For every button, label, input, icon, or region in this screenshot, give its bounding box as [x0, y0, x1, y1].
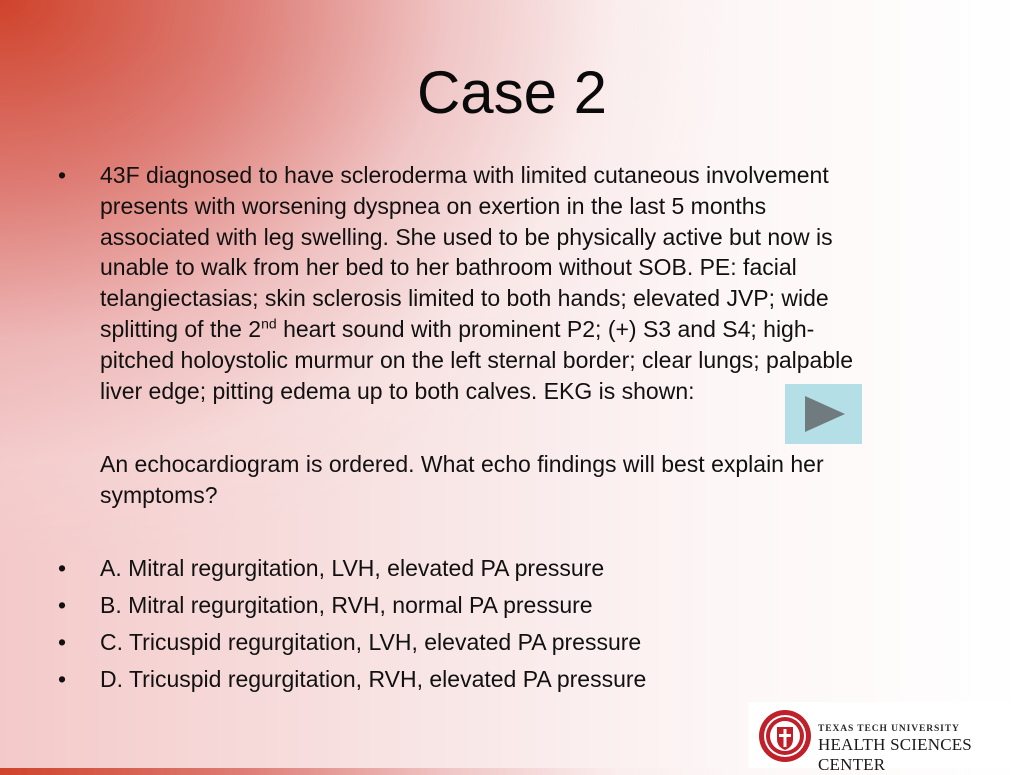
bullet-marker: •: [58, 666, 67, 692]
university-seal-icon: [758, 709, 812, 763]
bullet-marker: •: [58, 555, 67, 581]
option-label: B. Mitral regurgitation, RVH, normal PA pressure: [100, 592, 593, 618]
case-line: telangiectasias; skin sclerosis limited to both hands; elevated JVP; wide: [100, 285, 829, 312]
slide-title: Case 2: [416, 59, 608, 126]
case-line: associated with leg swelling. She used to be physically active but now is: [100, 223, 833, 250]
bullet-marker: •: [58, 162, 67, 188]
logo-center-name: HEALTH SCIENCES CENTER: [818, 735, 972, 774]
ordinal-superscript: nd: [261, 315, 277, 332]
case-line: 43F diagnosed to have scleroderma with limited cutaneous involvement: [100, 162, 829, 188]
case-line-part: splitting of the 2: [100, 315, 262, 342]
bullet-marker: •: [58, 629, 67, 655]
option-label: A. Mitral regurgitation, LVH, elevated PA pressure: [100, 555, 605, 581]
case-line: [100, 314, 950, 345]
question-line: An echocardiogram is ordered. What echo findings will best explain her: [100, 451, 824, 477]
case-line: liver edge; pitting edema up to both calves. EKG is shown:: [100, 377, 695, 404]
logo-university-name: TEXAS TECH UNIVERSITY: [818, 724, 960, 734]
case-line: presents with worsening dyspnea on exertion in the last 5 months: [100, 192, 767, 219]
case-description: [100, 160, 950, 406]
institution-logo: [748, 702, 1024, 774]
bullet-marker: •: [58, 592, 67, 618]
option-label: C. Tricuspid regurgitation, LVH, elevated PA pressure: [100, 629, 642, 655]
play-ekg-button[interactable]: [785, 384, 862, 444]
play-icon: [785, 384, 862, 444]
case-line: unable to walk from her bed to her bathroom without SOB. PE: facial: [100, 254, 797, 281]
question-line: symptoms?: [100, 481, 218, 508]
option-label: D. Tricuspid regurgitation, RVH, elevated PA pressure: [100, 666, 647, 692]
case-line-part: heart sound with prominent P2; (+) S3 and S4; high-: [276, 315, 815, 342]
case-line: pitched holoystolic murmur on the left sternal border; clear lungs; palpable: [100, 346, 854, 373]
question-text: [100, 449, 824, 511]
